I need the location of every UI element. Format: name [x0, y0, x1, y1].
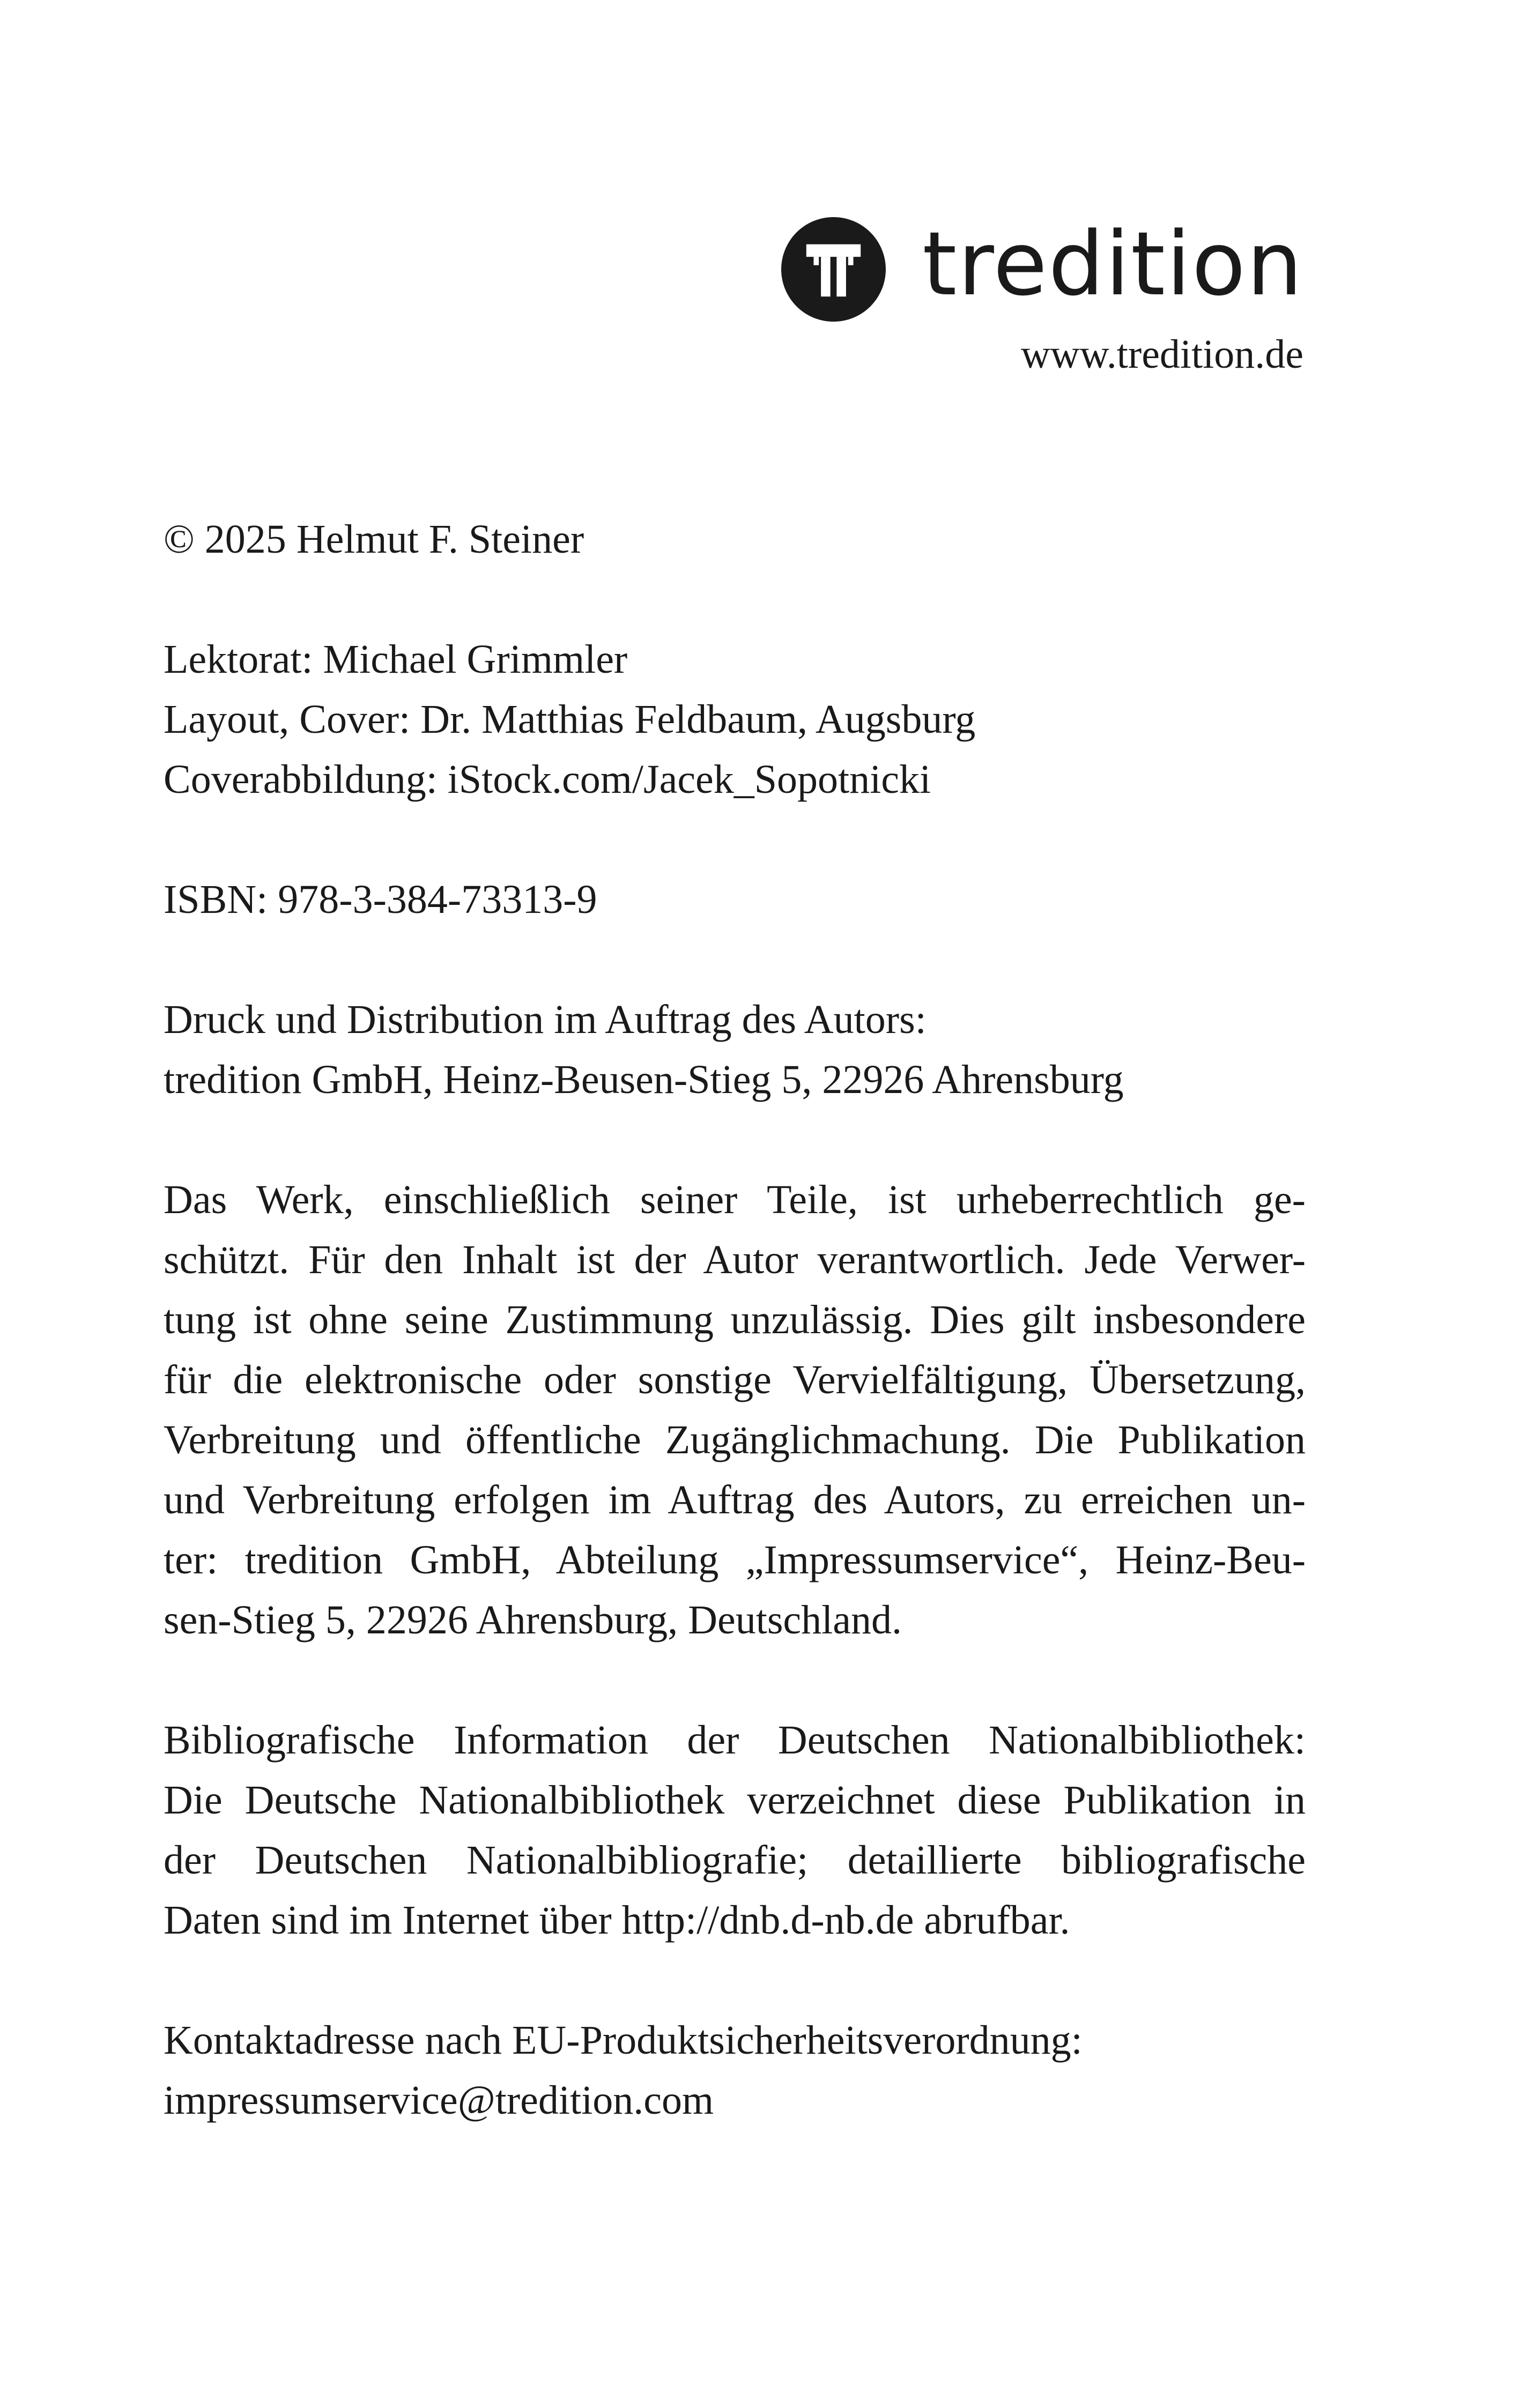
- publisher-logo-block: [767, 212, 1303, 378]
- credit-layout: Layout, Cover: Dr. Matthias Feldbaum, Augsburg: [164, 697, 976, 742]
- rights-line: Verbreitung und öffentliche Zugänglichmachung. Die Publikation: [164, 1417, 1306, 1462]
- rights-line: ter: tredition GmbH, Abteilung „Impressumservice“, Heinz-Beu-: [164, 1537, 1306, 1582]
- publisher-logo: [781, 212, 1303, 322]
- rights-line: tung ist ohne seine Zustimmung unzulässig. Dies gilt insbesondere: [164, 1297, 1306, 1342]
- rights-paragraph: [164, 1170, 1306, 1650]
- rights-line: und Verbreitung erfolgen im Auftrag des Autors, zu erreichen un-: [164, 1477, 1306, 1522]
- isbn-line: ISBN: 978-3-384-73313-9: [164, 877, 597, 922]
- brand-name: tredition: [922, 212, 1303, 315]
- printing-block: [164, 990, 1306, 1110]
- rights-line: Das Werk, einschließlich seiner Teile, ist urheberrechtlich ge-: [164, 1177, 1306, 1222]
- bibliographic-paragraph: [164, 1710, 1306, 1950]
- rights-line: für die elektronische oder sonstige Vervielfältigung, Übersetzung,: [164, 1357, 1306, 1402]
- tredition-t-logo-icon: [781, 217, 886, 322]
- printing-line: Druck und Distribution im Auftrag des Autors:: [164, 997, 927, 1042]
- copyright-line: © 2025 Helmut F. Steiner: [164, 517, 584, 562]
- rights-line: sen-Stieg 5, 22926 Ahrensburg, Deutschland.: [164, 1597, 902, 1643]
- contact-email: impressumservice@tredition.com: [164, 2078, 714, 2123]
- publisher-website: www.tredition.de: [1021, 332, 1303, 377]
- bibliographic-line: Die Deutsche Nationalbibliothek verzeichnet diese Publikation in: [164, 1778, 1306, 1823]
- copyright-notice: [164, 509, 1306, 569]
- credit-cover-image: Coverabbildung: iStock.com/Jacek_Sopotnicki: [164, 757, 931, 802]
- isbn-block: [164, 869, 1306, 930]
- credits-block: [164, 629, 1306, 809]
- imprint-page: [164, 509, 1306, 2190]
- contact-block: [164, 2010, 1306, 2130]
- bibliographic-line: Daten sind im Internet über http://dnb.d-nb.de abrufbar.: [164, 1898, 1070, 1943]
- bibliographic-line: Bibliografische Information der Deutschen Nationalbibliothek:: [164, 1718, 1306, 1763]
- printing-line: tredition GmbH, Heinz-Beusen-Stieg 5, 22926 Ahrensburg: [164, 1057, 1124, 1102]
- contact-heading: Kontaktadresse nach EU-Produktsicherheitsverordnung:: [164, 2018, 1083, 2063]
- bibliographic-line: der Deutschen Nationalbibliografie; detaillierte bibliografische: [164, 1838, 1306, 1883]
- credit-editor: Lektorat: Michael Grimmler: [164, 637, 628, 682]
- rights-line: schützt. Für den Inhalt ist der Autor verantwortlich. Jede Verwer-: [164, 1237, 1306, 1282]
